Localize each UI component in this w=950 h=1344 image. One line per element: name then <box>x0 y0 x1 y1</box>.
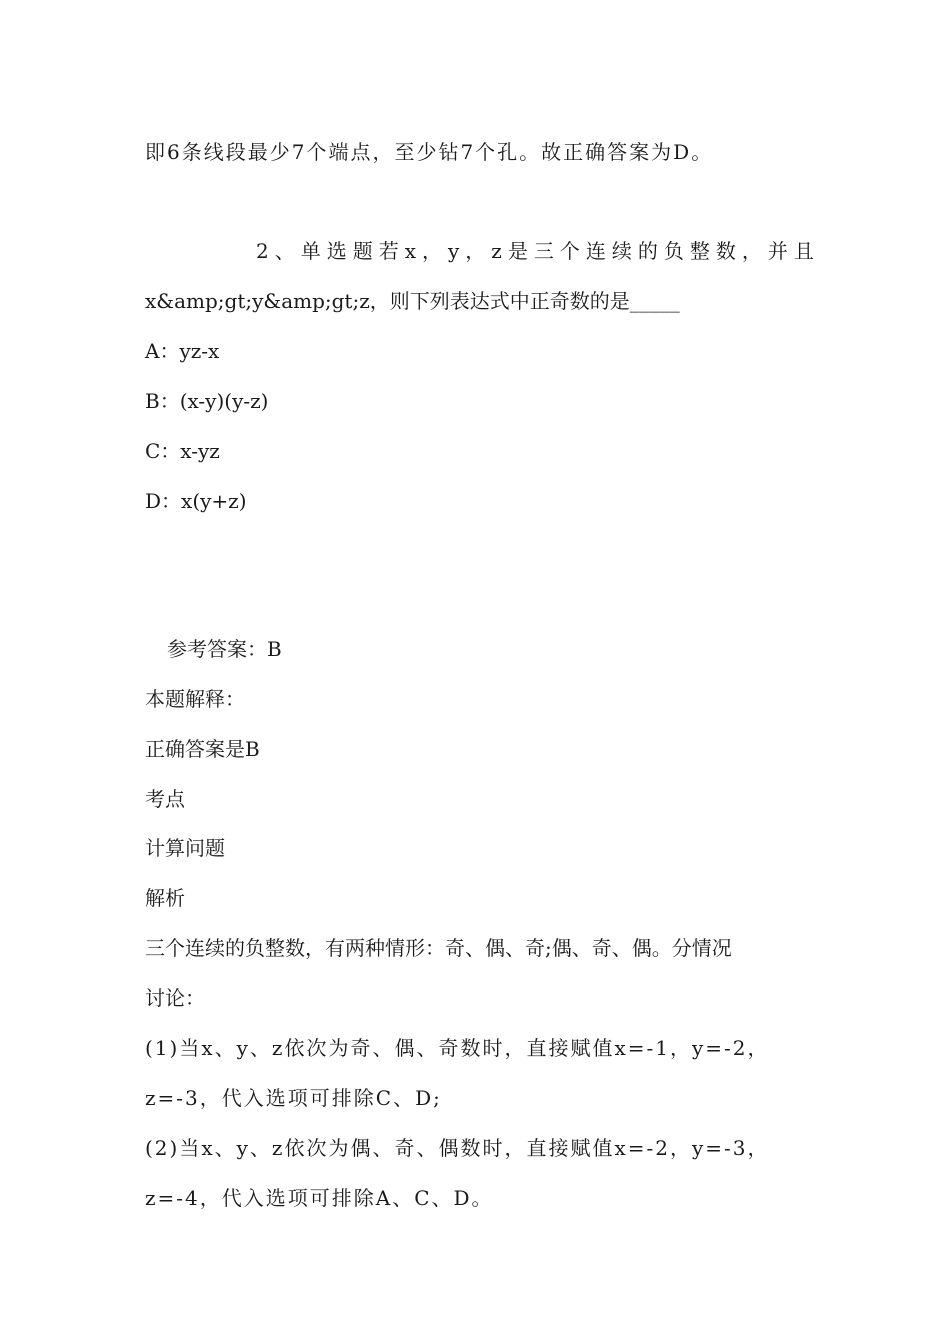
explanation-title: 本题解释： <box>145 687 245 711</box>
analysis-line-4: z=-3，代入选项可排除C、D; <box>145 1086 442 1110</box>
analysis-line-5: (2)当x、y、z依次为偶、奇、偶数时，直接赋值x=-2，y=-3， <box>145 1136 770 1160</box>
analysis-line-1: 三个连续的负整数，有两种情形：奇、偶、奇;偶、奇、偶。分情况 <box>145 936 732 960</box>
analysis-line-6: z=-4，代入选项可排除A、C、D。 <box>145 1186 494 1210</box>
question-line-1: 2、单选题若x，y，z是三个连续的负整数，并且 <box>256 239 820 263</box>
option-d: D：x(y+z) <box>145 489 247 513</box>
question-line-2: x&amp;gt;y&amp;gt;z，则下列表达式中正奇数的是_____ <box>145 289 680 313</box>
reference-answer: 参考答案：B <box>167 637 282 661</box>
kaodian-value: 计算问题 <box>145 836 225 860</box>
jiexi-label: 解析 <box>145 886 185 910</box>
prev-conclusion: 即6条线段最少7个端点，至少钻7个孔。故正确答案为D。 <box>145 140 714 164</box>
option-c: C：x-yz <box>145 439 220 463</box>
option-b: B：(x-y)(y-z) <box>145 389 269 413</box>
correct-answer: 正确答案是B <box>145 737 260 761</box>
option-a: A：yz-x <box>145 339 220 363</box>
analysis-line-2: 讨论： <box>145 986 205 1010</box>
analysis-line-3: (1)当x、y、z依次为奇、偶、奇数时，直接赋值x=-1，y=-2， <box>145 1036 770 1060</box>
kaodian-label: 考点 <box>145 787 185 811</box>
